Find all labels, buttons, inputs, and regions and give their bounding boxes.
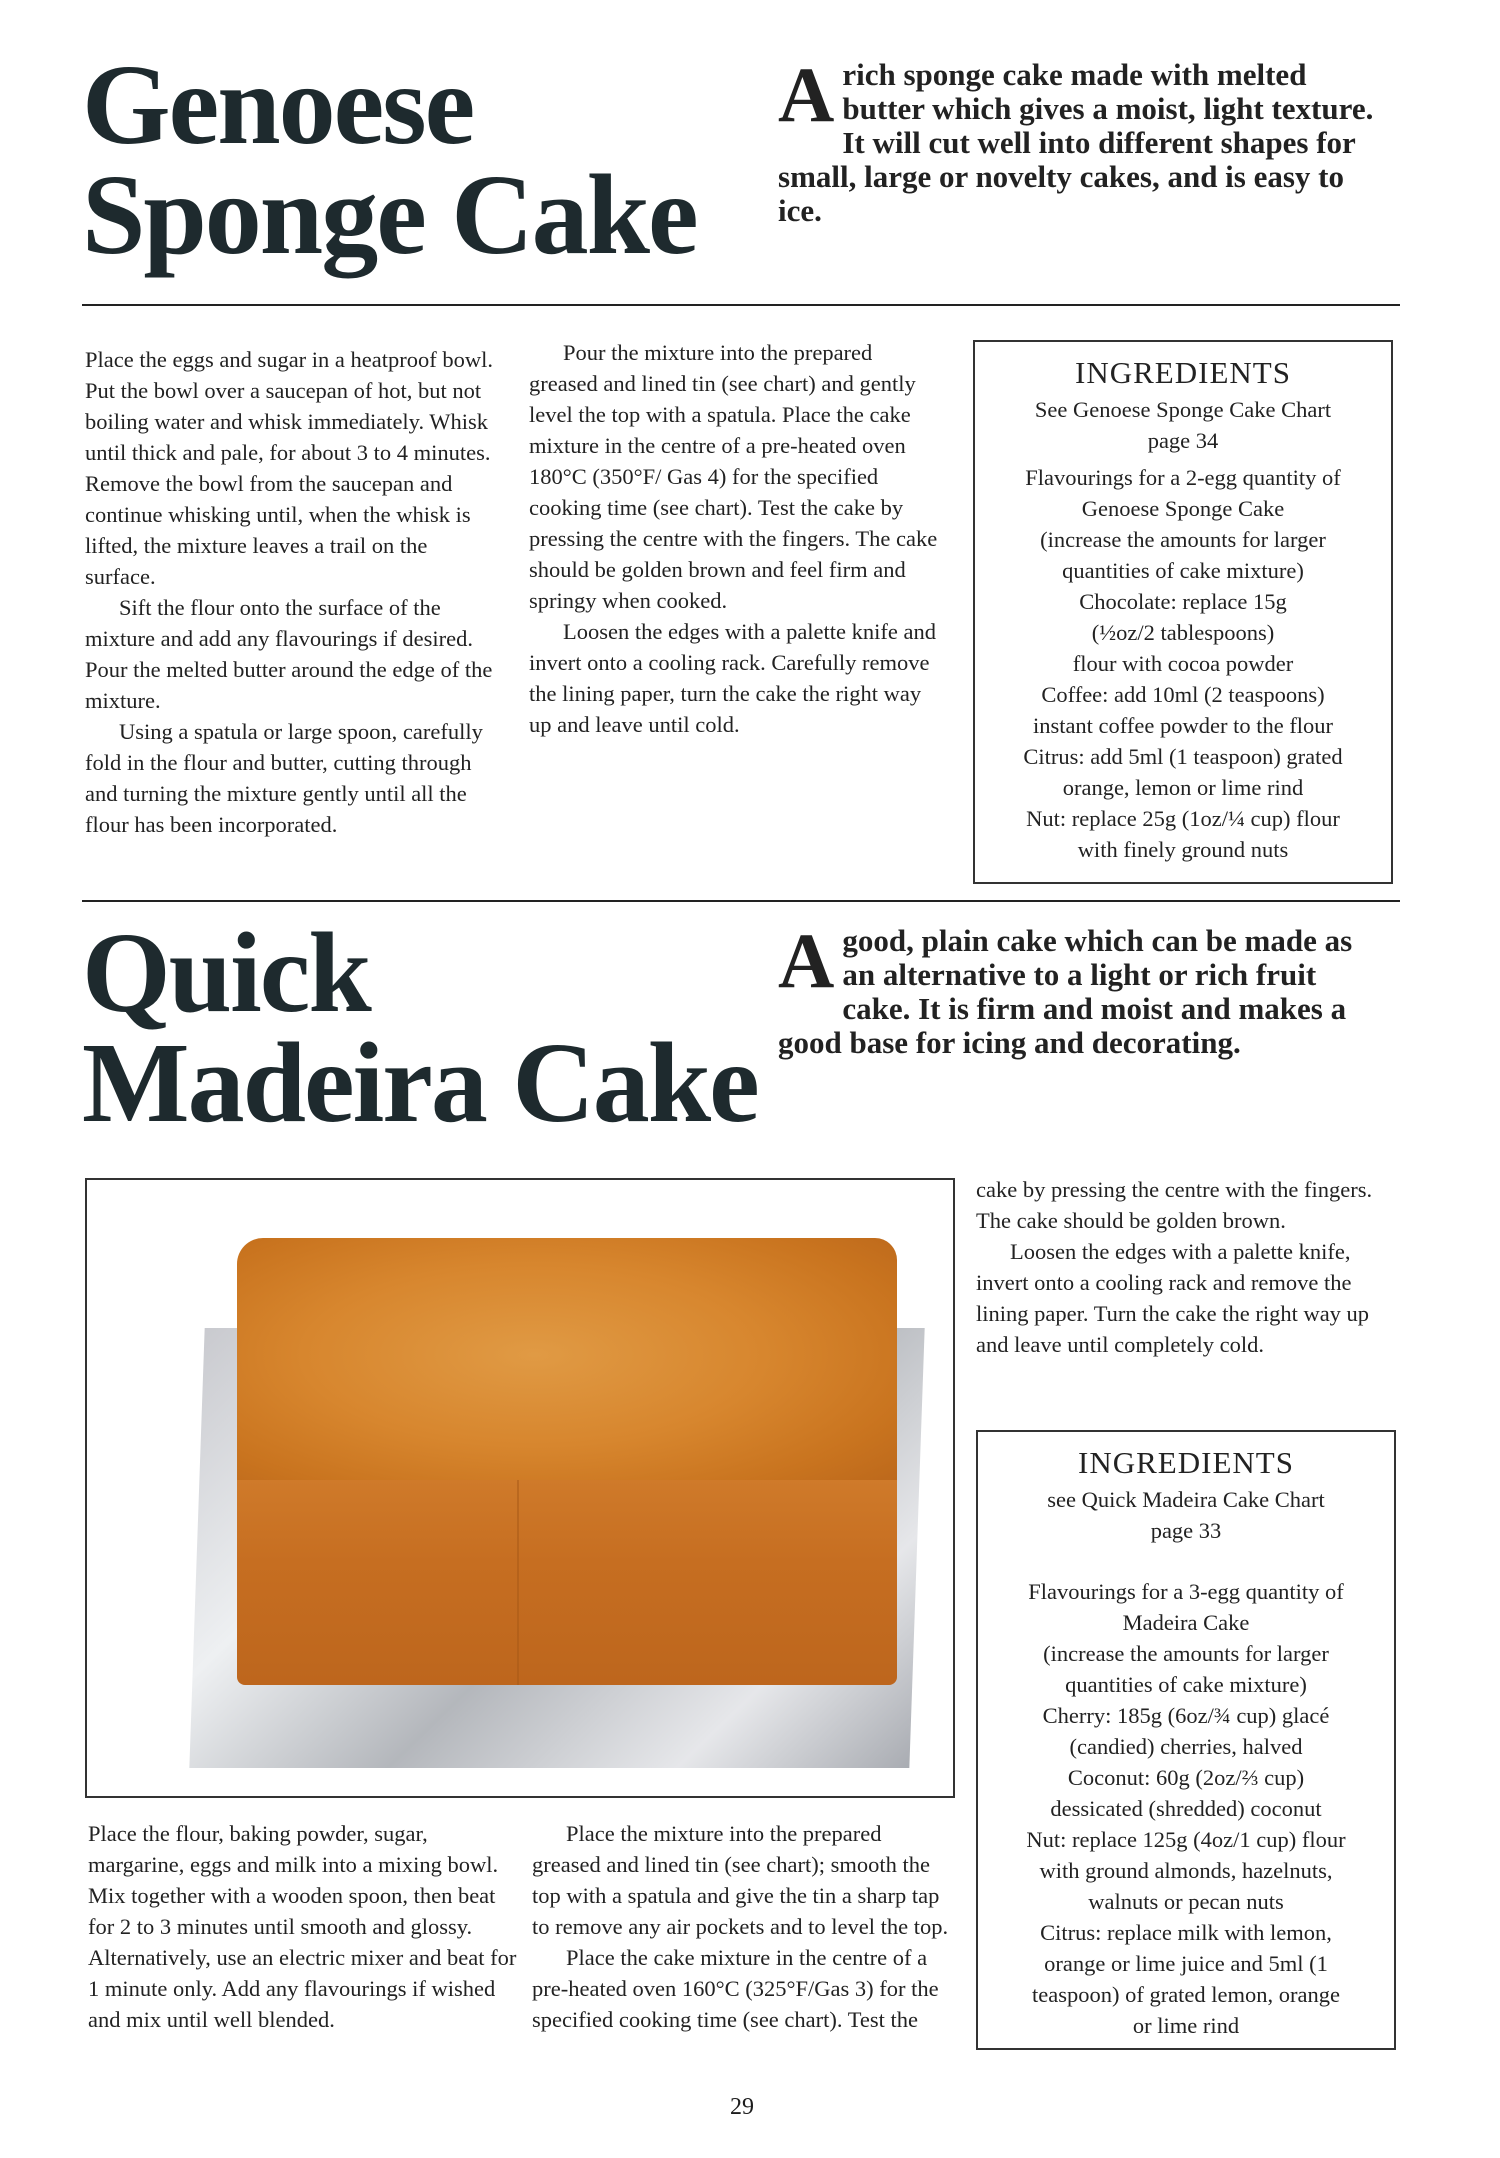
genoese-ingredient-line: Genoese Sponge Cake [1081,496,1285,521]
madeira-ingredient-line: Citrus: replace milk with lemon, [1040,1920,1332,1945]
madeira-ingredient-line: quantities of cake mixture) [1065,1672,1307,1697]
madeira-title-line2: Madeira Cake [82,1019,758,1146]
genoese-ingredient-line: Flavourings for a 2-egg quantity of [1025,465,1341,490]
genoese-ingredient-line: See Genoese Sponge Cake Chart [1034,397,1332,422]
genoese-ingredient-line: (increase the amounts for larger [1040,527,1326,552]
genoese-column-1 [85,344,495,840]
genoese-ingredient-line: Chocolate: replace 15g [1079,589,1287,614]
madeira-intro [778,917,1378,1060]
madeira-ingredient-line: dessicated (shredded) coconut [1050,1796,1322,1821]
genoese-ingredient-line: flour with cocoa powder [1072,651,1294,676]
madeira-title [82,909,758,1146]
madeira-ingredient-line: Nut: replace 125g (4oz/1 cup) flour [1026,1827,1346,1852]
genoese-intro-dropcap: A [778,51,835,138]
madeira-ingredient-line: Flavourings for a 3-egg quantity of [1028,1579,1344,1604]
madeira-column-3 [976,1174,1396,1360]
madeira-col3-para-2: Loosen the edges with a palette knife, invert onto a cooling rack and remove the lining paper. Turn the cake the right way up and leave until completely cold. [976,1239,1370,1357]
madeira-ingredient-line: with ground almonds, hazelnuts, [1039,1858,1333,1883]
genoese-top-rule [82,304,1400,306]
madeira-ingredients-box [976,1430,1396,2050]
genoese-col1-para-1: Place the eggs and sugar in a heatproof bowl. Put the bowl over a saucepan of hot, but not boiling water and whisk immediately. Whisk until thick and pale, for about 3 to 4 minutes. Remove the bowl from the saucepan and continue whisking until, when the whisk is lifted, the mixture leaves a trail on the surface. [85,347,493,589]
genoese-ingredients-heading: INGREDIENTS [1075,355,1291,390]
cake-top-surface [237,1238,897,1498]
genoese-ingredient-line: instant coffee powder to the flour [1032,713,1334,738]
genoese-ingredient-line: Nut: replace 25g (1oz/¼ cup) flour [1026,806,1340,831]
section-divider-rule [82,900,1400,902]
madeira-col2-para-2: Place the cake mixture in the centre of a pre-heated oven 160°C (325°F/Gas 3) for the specified cooking time (see chart). Test the [532,1945,939,2032]
genoese-col1-para-2: Sift the flour onto the surface of the mixture and add any flavourings if desired. Pour the melted butter around the edge of the mixture. [85,595,493,713]
madeira-ingredient-line: Coconut: 60g (2oz/⅔ cup) [1067,1765,1305,1790]
genoese-col2-para-1: Pour the mixture into the prepared greased and lined tin (see chart) and gently level the top with a spatula. Place the cake mixture in the centre of a pre-heated oven 180°C (350°F/ Gas 4) for the specified cooking time (see chart). Test the cake by pressing the centre with the fingers. The cake should be golden brown and feel firm and springy when cooked. [529,340,938,613]
madeira-ingredient-line: Madeira Cake [1122,1610,1250,1635]
madeira-col3-para-1: cake by pressing the centre with the fingers. The cake should be golden brown. [976,1177,1373,1233]
madeira-col1-para-1: Place the flour, baking powder, sugar, margarine, eggs and milk into a mixing bowl. Mix together with a wooden spoon, then beat for 2 to 3 minutes until smooth and glossy. Alternatively, use an electric mixer and beat for 1 minute only. Add any flavourings if wished and mix until well blended. [88,1821,517,2032]
madeira-ingredient-line: Cherry: 185g (6oz/¾ cup) glacé [1042,1703,1330,1728]
genoese-col1-para-3: Using a spatula or large spoon, carefully fold in the flour and butter, cutting through and turning the mixture gently until all the flour has been incorporated. [85,719,483,837]
madeira-ingredient-line: (increase the amounts for larger [1043,1641,1329,1666]
genoese-intro-text: rich sponge cake made with melted butter which gives a moist, light texture. It will cut well into different shapes for small, large or novelty cakes, and is easy to ice. [778,57,1374,228]
madeira-ingredient-line: page 33 [1150,1518,1222,1543]
genoese-title-line2: Sponge Cake [82,151,697,278]
madeira-ingredients-heading: INGREDIENTS [1078,1445,1294,1480]
genoese-ingredient-line: page 34 [1147,428,1219,453]
madeira-intro-dropcap: A [778,917,835,1004]
genoese-ingredient-line: quantities of cake mixture) [1062,558,1304,583]
madeira-col2-para-1: Place the mixture into the prepared greased and lined tin (see chart); smooth the top with a spatula and give the tin a sharp tap to remove any air pockets and to level the top. [532,1821,949,1939]
genoese-ingredients-box [973,340,1393,884]
page-number: 29 [730,2094,754,2120]
genoese-title [82,41,697,278]
cake-photo [85,1178,955,1798]
madeira-ingredient-line: teaspoon) of grated lemon, orange [1031,1982,1340,2007]
genoese-col2-para-2: Loosen the edges with a palette knife and invert onto a cooling rack. Carefully remove the lining paper, turn the cake the right way up and leave until cold. [529,619,936,737]
genoese-intro [778,51,1378,228]
genoese-title-line1: Genoese [82,41,474,168]
madeira-ingredient-line: (candied) cherries, halved [1069,1734,1303,1759]
madeira-intro-text: good, plain cake which can be made as an alternative to a light or rich fruit cake. It is firm and moist and makes a good base for icing and decorating. [778,923,1353,1060]
cake-side [237,1480,897,1685]
genoese-ingredient-line: Citrus: add 5ml (1 teaspoon) grated [1023,744,1343,769]
genoese-ingredient-line: orange, lemon or lime rind [1062,775,1304,800]
genoese-column-2 [529,337,939,740]
madeira-ingredient-line: orange or lime juice and 5ml (1 [1044,1951,1328,1976]
madeira-title-line1: Quick [82,909,370,1036]
genoese-ingredient-line: Coffee: add 10ml (2 teaspoons) [1041,682,1325,707]
madeira-ingredient-line: see Quick Madeira Cake Chart [1047,1487,1325,1512]
madeira-ingredient-line: walnuts or pecan nuts [1088,1889,1284,1914]
cake-corner-edge [517,1480,519,1685]
madeira-column-2 [532,1818,952,2035]
madeira-column-1 [88,1818,518,2035]
madeira-ingredient-line: or lime rind [1132,2013,1240,2038]
genoese-ingredient-line: (½oz/2 tablespoons) [1091,620,1275,645]
genoese-ingredient-line: with finely ground nuts [1077,837,1289,862]
